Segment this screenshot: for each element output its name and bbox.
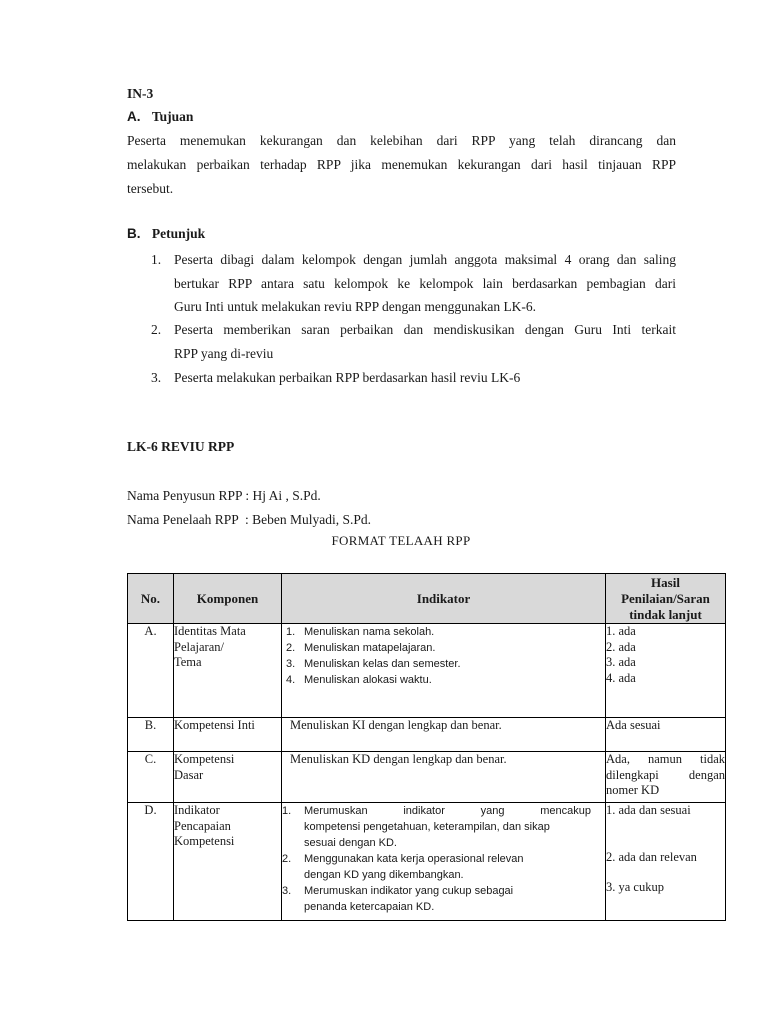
row-indikator: Menuliskan KD dengan lengkap dan benar. <box>282 752 606 803</box>
section-a-heading <box>127 109 193 125</box>
row-komponen: Identitas Mata Pelajaran/ Tema <box>174 624 282 718</box>
petunjuk-3-line-1: Peserta melakukan perbaikan RPP berdasarkan hasil reviu LK-6 <box>174 370 521 385</box>
tujuan-line-2: melakukan perbaikan terhadap RPP jika menemukan kekurangan dari hasil tinjauan RPP <box>127 157 676 172</box>
list-item: 2. Menuliskan matapelajaran. <box>286 642 436 654</box>
row-hasil: 1. ada 2. ada 3. ada 4. ada <box>606 624 726 718</box>
header-no: No. <box>128 574 174 624</box>
penyusun-line: Nama Penyusun RPP : Hj Ai , S.Pd. <box>127 488 321 503</box>
table-row <box>128 718 726 752</box>
row-komponen: Kompetensi Inti <box>174 718 282 752</box>
row-hasil: 1. ada dan sesuai 2. ada dan relevan 3. ya cukup <box>606 803 726 921</box>
list-item: 4. Menuliskan alokasi waktu. <box>286 674 432 686</box>
section-b-title: Petunjuk <box>151 226 206 241</box>
telaah-table <box>127 573 726 921</box>
petunjuk-2-line-1: Peserta memberikan saran perbaikan dan mendiskusikan dengan Guru Inti terkait <box>174 322 676 337</box>
petunjuk-2-line-2: RPP yang di-reviu <box>174 346 274 361</box>
table-header-row <box>128 574 726 624</box>
table-row <box>128 752 726 803</box>
table-row <box>128 803 726 921</box>
row-hasil: Ada, namun tidak dilengkapi dengan nomer KD <box>606 752 726 803</box>
header-indikator: Indikator <box>282 574 606 624</box>
section-b-heading <box>127 226 205 242</box>
petunjuk-2-number: 2. <box>151 322 162 337</box>
list-item: 3. Merumuskan indikator yang cukup sebagai penanda ketercapaian KD. <box>282 885 514 913</box>
list-item: 2. Menggunakan kata kerja operasional relevan dengan KD yang dikembangkan. <box>282 853 524 881</box>
section-b-letter: B. <box>127 226 141 241</box>
petunjuk-1-number: 1. <box>151 252 162 267</box>
row-komponen: Kompetensi Dasar <box>174 752 282 803</box>
tujuan-line-1: Peserta menemukan kekurangan dan kelebihan dari RPP yang telah dirancang dan <box>127 133 676 148</box>
row-number: D. <box>128 803 174 921</box>
row-number: C. <box>128 752 174 803</box>
row-hasil: Ada sesuai <box>606 718 726 752</box>
list-item: 1. Merumuskan indikator yang mencakup kompetensi pengetahuan, keterampilan, dan sikap sesuai dengan KD. <box>282 805 591 849</box>
row-number: A. <box>128 624 174 718</box>
petunjuk-1-line-2: bertukar RPP antara satu kelompok ke kelompok lain berdasarkan pembagian dari <box>174 276 676 291</box>
petunjuk-1-line-1: Peserta dibagi dalam kelompok dengan jumlah anggota maksimal 4 orang dan saling <box>174 252 676 267</box>
lk-title: LK-6 REVIU RPP <box>127 439 235 454</box>
row-komponen: Indikator Pencapaian Kompetensi <box>174 803 282 921</box>
section-a-letter: A. <box>127 109 141 124</box>
header-komponen: Komponen <box>174 574 282 624</box>
indikator-list <box>282 624 605 688</box>
document-code: IN-3 <box>127 86 154 101</box>
indikator-list <box>282 803 591 915</box>
tujuan-line-3: tersebut. <box>127 181 174 196</box>
petunjuk-3-number: 3. <box>151 370 162 385</box>
header-hasil: Hasil Penilaian/Saran tindak lanjut <box>606 574 726 624</box>
list-item: 1. Menuliskan nama sekolah. <box>286 626 435 638</box>
format-title: FORMAT TELAAH RPP <box>331 533 471 548</box>
table-row <box>128 624 726 718</box>
penelaah-line: Nama Penelaah RPP : Beben Mulyadi, S.Pd. <box>127 512 371 527</box>
row-number: B. <box>128 718 174 752</box>
row-indikator: Menuliskan KI dengan lengkap dan benar. <box>282 718 606 752</box>
section-a-title: Tujuan <box>151 109 194 124</box>
row-indikator <box>282 624 606 718</box>
row-indikator <box>282 803 606 921</box>
list-item: 3. Menuliskan kelas dan semester. <box>286 658 461 670</box>
petunjuk-1-line-3: Guru Inti untuk melakukan reviu RPP dengan menggunakan LK-6. <box>174 299 537 314</box>
